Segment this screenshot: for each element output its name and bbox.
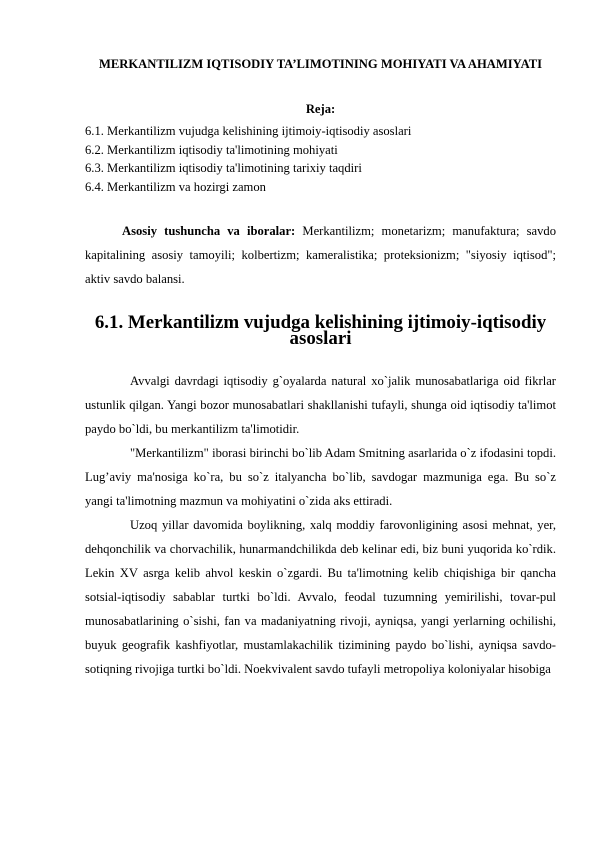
plan-item: 6.1. Merkantilizm vujudga kelishining ijtimoiy-iqtisodiy asoslari — [85, 124, 412, 138]
plan-item: 6.3. Merkantilizm iqtisodiy ta'limotining tarixiy taqdiri — [85, 161, 362, 176]
section-heading: 6.1. Merkantilizm vujudga kelishining ijtimoiy-iqtisodiy asoslari — [94, 311, 547, 349]
keywords-paragraph — [85, 219, 556, 291]
section-body — [85, 369, 556, 681]
plan-item: 6.2. Merkantilizm iqtisodiy ta'limotining mohiyati — [85, 142, 338, 157]
plan-list — [85, 122, 556, 197]
body-paragraph: "Merkantilizm" iborasi birinchi bo`lib Adam Smitning asarlarida o`z ifodasini topdi. Lug’aviy ma'nosiga ko`ra, bu so`z italyancha bo`lib, savdogar mazmuniga ega. Bu so`z yangi ta'limotning mazmun va mohiyatini o`zida aks ettiradi. — [85, 445, 556, 508]
keywords-text: Merkantilizm; monetarizm; manufaktura; savdo kapitalining asosiy tamoyili; kolbertizm; kameralistika; proteksionizm; "siyosiy iqtisod"; aktiv savdo balansi. — [85, 223, 556, 286]
document-title: MERKANTILIZM IQTISODIY TA’LIMOTINING MOHIYATI VA AHAMIYATI — [98, 57, 543, 71]
body-paragraph: Uzoq yillar davomida boylikning, xalq moddiy farovonligining asosi mehnat, yer, dehqonchilik va chorvachilik, hunarmandchilikda deb kelinar edi, biz buni yuqorida ko`rdik. Lekin XV asrga kelib ahvol keskin o`zgardi. Bu ta'limotning kelib chiqishiga bir qancha sotsial-iqtisodiy sabablar turtki bo`ldi. Avvalo, feodal tuzumning yemirilishi, tovar-pul munosabatlarining o`sishi, fan va madaniyatning rivoji, ayniqsa, yangi yerlarning ochilishi, buyuk geografik kashfiyotlar, mustamlakachilik tizimining paydo bo`lishi, ayniqsa savdo-sotiqning rivojiga turtki bo`ldi. Noekvivalent savdo tufayli metropoliya koloniyalar hisobiga — [85, 517, 556, 676]
body-paragraph: Avvalgi davrdagi iqtisodiy g`oyalarda natural xo`jalik munosabatlariga oid fikrlar ustunlik qilgan. Yangi bozor munosabatlari shakllanishi tufayli, shunga oid iqtisodiy ta'limot paydo bo`ldi, bu merkantilizm ta'limotidir. — [85, 373, 556, 436]
keywords-label: Asosiy tushuncha va iboralar: — [122, 223, 296, 238]
plan-item: 6.4. Merkantilizm va hozirgi zamon — [85, 180, 266, 195]
plan-heading: Reja: — [305, 102, 336, 116]
document-page — [85, 52, 556, 681]
